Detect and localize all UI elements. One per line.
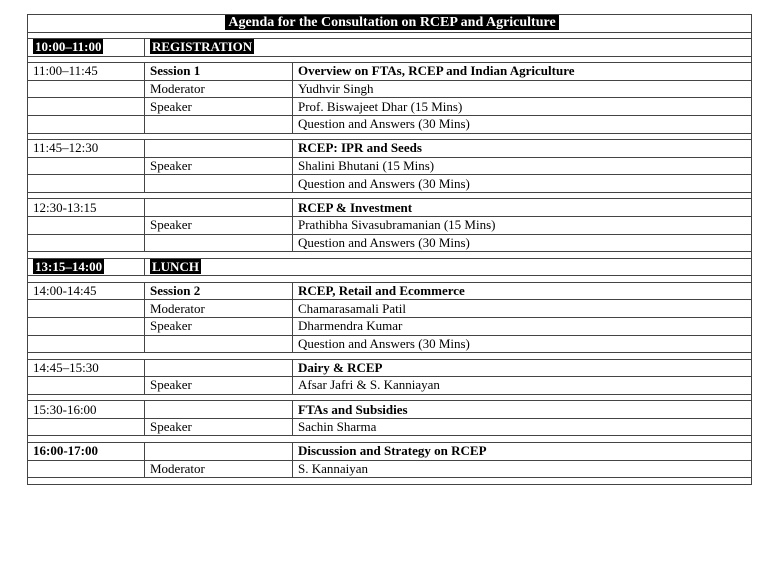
agenda-row [28, 63, 752, 81]
role-cell: Speaker [145, 377, 293, 395]
time-cell: 14:45–15:30 [28, 359, 145, 377]
item-cell: Prathibha Sivasubramanian (15 Mins) [293, 216, 752, 234]
time-cell [28, 80, 145, 98]
item-cell: Question and Answers (30 Mins) [293, 234, 752, 252]
role-cell [145, 442, 293, 460]
role-cell [145, 199, 293, 217]
agenda-row [28, 317, 752, 335]
role-cell [145, 115, 293, 133]
highlight-label-cell [145, 39, 752, 57]
item-cell: Sachin Sharma [293, 418, 752, 436]
item-cell: Chamarasamali Patil [293, 300, 752, 318]
role-cell [145, 234, 293, 252]
role-cell: Speaker [145, 216, 293, 234]
agenda-row [28, 115, 752, 133]
item-cell: Discussion and Strategy on RCEP [293, 442, 752, 460]
agenda-row [28, 98, 752, 116]
highlight-row [28, 39, 752, 57]
time-cell [28, 300, 145, 318]
role-cell: Moderator [145, 80, 293, 98]
item-cell: S. Kannaiyan [293, 460, 752, 478]
item-cell: Dharmendra Kumar [293, 317, 752, 335]
time-cell [28, 460, 145, 478]
time-cell [28, 39, 145, 57]
agenda-row [28, 140, 752, 158]
time-cell [28, 157, 145, 175]
role-cell [145, 401, 293, 419]
agenda-row [28, 300, 752, 318]
time-cell: 14:00-14:45 [28, 282, 145, 300]
time-cell [28, 377, 145, 395]
role-cell: Session 1 [145, 63, 293, 81]
role-cell: Speaker [145, 317, 293, 335]
item-cell: Prof. Biswajeet Dhar (15 Mins) [293, 98, 752, 116]
role-cell: Speaker [145, 418, 293, 436]
agenda-row [28, 460, 752, 478]
role-cell: Session 2 [145, 282, 293, 300]
agenda-row [28, 442, 752, 460]
agenda-row [28, 80, 752, 98]
item-cell: RCEP & Investment [293, 199, 752, 217]
time-cell [28, 418, 145, 436]
agenda-row [28, 216, 752, 234]
time-cell: 11:45–12:30 [28, 140, 145, 158]
item-cell: RCEP, Retail and Ecommerce [293, 282, 752, 300]
agenda-row [28, 335, 752, 353]
highlight-time: 10:00–11:00 [35, 39, 102, 55]
title-cell [28, 15, 752, 33]
agenda-table [27, 14, 752, 485]
role-cell [145, 175, 293, 193]
agenda-row [28, 157, 752, 175]
highlight-time: 13:15–14:00 [35, 258, 103, 274]
role-cell [145, 335, 293, 353]
agenda-row [28, 401, 752, 419]
item-cell: Afsar Jafri & S. Kanniayan [293, 377, 752, 395]
highlight-label: LUNCH [152, 258, 199, 274]
agenda-row [28, 199, 752, 217]
title-row [28, 15, 752, 33]
time-cell: 15:30-16:00 [28, 401, 145, 419]
agenda-row [28, 359, 752, 377]
agenda-title: Agenda for the Consultation on RCEP and Agriculture [225, 15, 558, 30]
highlight-row [28, 258, 752, 276]
agenda-row [28, 377, 752, 395]
time-cell [28, 98, 145, 116]
spacer-row [28, 478, 752, 485]
item-cell: Question and Answers (30 Mins) [293, 335, 752, 353]
item-cell: Yudhvir Singh [293, 80, 752, 98]
role-cell: Speaker [145, 98, 293, 116]
item-cell: Shalini Bhutani (15 Mins) [293, 157, 752, 175]
item-cell: Dairy & RCEP [293, 359, 752, 377]
time-cell: 16:00-17:00 [28, 442, 145, 460]
item-cell: Question and Answers (30 Mins) [293, 175, 752, 193]
time-cell [28, 335, 145, 353]
time-cell [28, 175, 145, 193]
role-cell: Moderator [145, 300, 293, 318]
agenda-row [28, 418, 752, 436]
item-cell: FTAs and Subsidies [293, 401, 752, 419]
agenda-body [28, 15, 752, 485]
time-cell: 11:00–11:45 [28, 63, 145, 81]
time-cell [28, 258, 145, 276]
agenda-row [28, 234, 752, 252]
time-cell: 12:30-13:15 [28, 199, 145, 217]
agenda-row [28, 175, 752, 193]
time-cell [28, 115, 145, 133]
role-cell: Speaker [145, 157, 293, 175]
role-cell [145, 359, 293, 377]
spacer-cell [28, 478, 752, 485]
role-cell: Moderator [145, 460, 293, 478]
item-cell: Question and Answers (30 Mins) [293, 115, 752, 133]
highlight-label-cell [145, 258, 752, 276]
highlight-label: REGISTRATION [152, 39, 253, 55]
item-cell: RCEP: IPR and Seeds [293, 140, 752, 158]
agenda-document [27, 14, 751, 485]
time-cell [28, 216, 145, 234]
agenda-row [28, 282, 752, 300]
time-cell [28, 317, 145, 335]
item-cell: Overview on FTAs, RCEP and Indian Agriculture [293, 63, 752, 81]
time-cell [28, 234, 145, 252]
role-cell [145, 140, 293, 158]
